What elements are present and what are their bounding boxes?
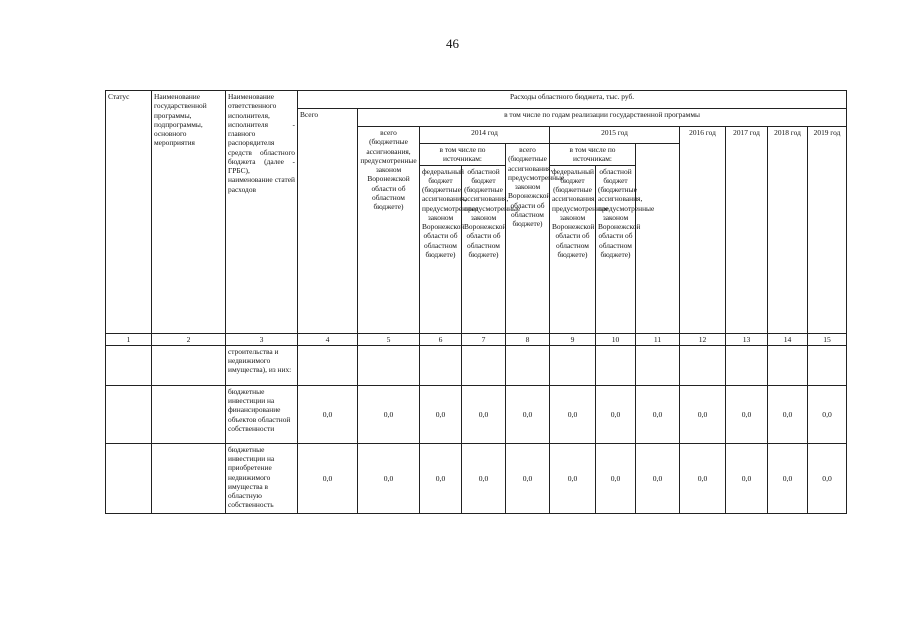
row-label: бюджетные инвестиции на приобретение недвижимого имущества в областную собственность <box>226 443 298 513</box>
column-number: 9 <box>550 333 596 345</box>
row-value: 0,0 <box>506 443 550 513</box>
row-status-cell <box>106 443 152 513</box>
header-year-2018: 2018 год <box>768 127 808 334</box>
column-number: 6 <box>420 333 462 345</box>
header-year-2017: 2017 год <box>726 127 768 334</box>
row-value <box>462 345 506 385</box>
row-value <box>420 345 462 385</box>
column-number-row <box>106 333 847 345</box>
column-number: 7 <box>462 333 506 345</box>
row-status-cell <box>106 345 152 385</box>
row-value: 0,0 <box>636 385 680 443</box>
header-by-years: в том числе по годам реализации государственной программы <box>358 109 847 127</box>
row-value <box>636 345 680 385</box>
header-regional-budget: Расходы областного бюджета, тыс. руб. <box>298 91 847 109</box>
column-number: 3 <box>226 333 298 345</box>
header-program-name: Наименование государственной программы, подпрограммы, основного мероприятия <box>152 91 226 334</box>
row-program-cell <box>152 345 226 385</box>
header-status: Статус <box>106 91 152 334</box>
header-year-2016: 2016 год <box>680 127 726 334</box>
row-value: 0,0 <box>680 443 726 513</box>
row-label: строительства и недвижимого имущества), из них: <box>226 345 298 385</box>
row-value <box>768 345 808 385</box>
row-value <box>550 345 596 385</box>
header-incl-sources-2015: в том числе по источникам: <box>550 144 636 166</box>
table-row <box>106 443 847 513</box>
header-row-1 <box>106 91 847 109</box>
row-value <box>298 345 358 385</box>
header-regional-2014: областной бюджет (бюджетные ассигнования, предусмотренные законом Воронежской области об областном бюджете) <box>462 165 506 333</box>
header-regional-2015: областной бюджет (бюджетные ассигнования, предусмотренные законом Воронежской области об областном бюджете) <box>596 165 636 333</box>
column-number: 1 <box>106 333 152 345</box>
row-value: 0,0 <box>596 385 636 443</box>
row-value <box>680 345 726 385</box>
row-status-cell <box>106 385 152 443</box>
header-federal-2015: федеральный бюджет (бюджетные ассигнования, предусмотренные законом Воронежской области об областном бюджете) <box>550 165 596 333</box>
row-value: 0,0 <box>420 443 462 513</box>
header-incl-sources-2014: в том числе по источникам: <box>420 144 506 166</box>
row-value: 0,0 <box>506 385 550 443</box>
row-value: 0,0 <box>550 443 596 513</box>
row-value: 0,0 <box>298 385 358 443</box>
column-number: 2 <box>152 333 226 345</box>
row-program-cell <box>152 385 226 443</box>
budget-table <box>105 90 847 514</box>
row-value: 0,0 <box>358 385 420 443</box>
column-number: 15 <box>808 333 847 345</box>
column-number: 5 <box>358 333 420 345</box>
header-year-2015: 2015 год <box>550 127 680 144</box>
header-year-2014: 2014 год <box>420 127 550 144</box>
column-number: 8 <box>506 333 550 345</box>
row-value: 0,0 <box>420 385 462 443</box>
column-number: 13 <box>726 333 768 345</box>
row-value: 0,0 <box>462 443 506 513</box>
table-row <box>106 385 847 443</box>
header-federal-2014: федеральный бюджет (бюджетные ассигнования, предусмотренные законом Воронежской области об областном бюджете) <box>420 165 462 333</box>
row-value <box>358 345 420 385</box>
row-value: 0,0 <box>596 443 636 513</box>
row-value: 0,0 <box>550 385 596 443</box>
header-total: Всего <box>298 109 358 334</box>
row-value: 0,0 <box>462 385 506 443</box>
column-number: 12 <box>680 333 726 345</box>
column-number: 14 <box>768 333 808 345</box>
row-value <box>726 345 768 385</box>
row-value <box>808 345 847 385</box>
row-value: 0,0 <box>680 385 726 443</box>
row-value: 0,0 <box>358 443 420 513</box>
page-number: 46 <box>446 36 459 51</box>
column-number: 11 <box>636 333 680 345</box>
row-value <box>506 345 550 385</box>
column-number: 4 <box>298 333 358 345</box>
row-value: 0,0 <box>298 443 358 513</box>
row-value: 0,0 <box>808 443 847 513</box>
row-value: 0,0 <box>726 443 768 513</box>
row-label: бюджетные инвестиции на финансирование объектов областной собственности <box>226 385 298 443</box>
header-executor: Наименование ответственного исполнителя, исполнителя - главного распорядителя средств областного бюджета (далее - ГРБС), наименование статей расходов <box>226 91 298 334</box>
row-value: 0,0 <box>636 443 680 513</box>
row-value: 0,0 <box>768 385 808 443</box>
row-value: 0,0 <box>808 385 847 443</box>
table-row <box>106 345 847 385</box>
column-number: 10 <box>596 333 636 345</box>
header-year-2019: 2019 год <box>808 127 847 334</box>
row-value <box>596 345 636 385</box>
header-total-2015: всего (бюджетные ассигнования, предусмотренные законом Воронежской области об областном бюджете) <box>506 144 550 334</box>
row-value: 0,0 <box>768 443 808 513</box>
header-all-sources: всего (бюджетные ассигнования, предусмотренные законом Воронежской области об областном бюджете) <box>358 127 420 334</box>
row-program-cell <box>152 443 226 513</box>
row-value: 0,0 <box>726 385 768 443</box>
